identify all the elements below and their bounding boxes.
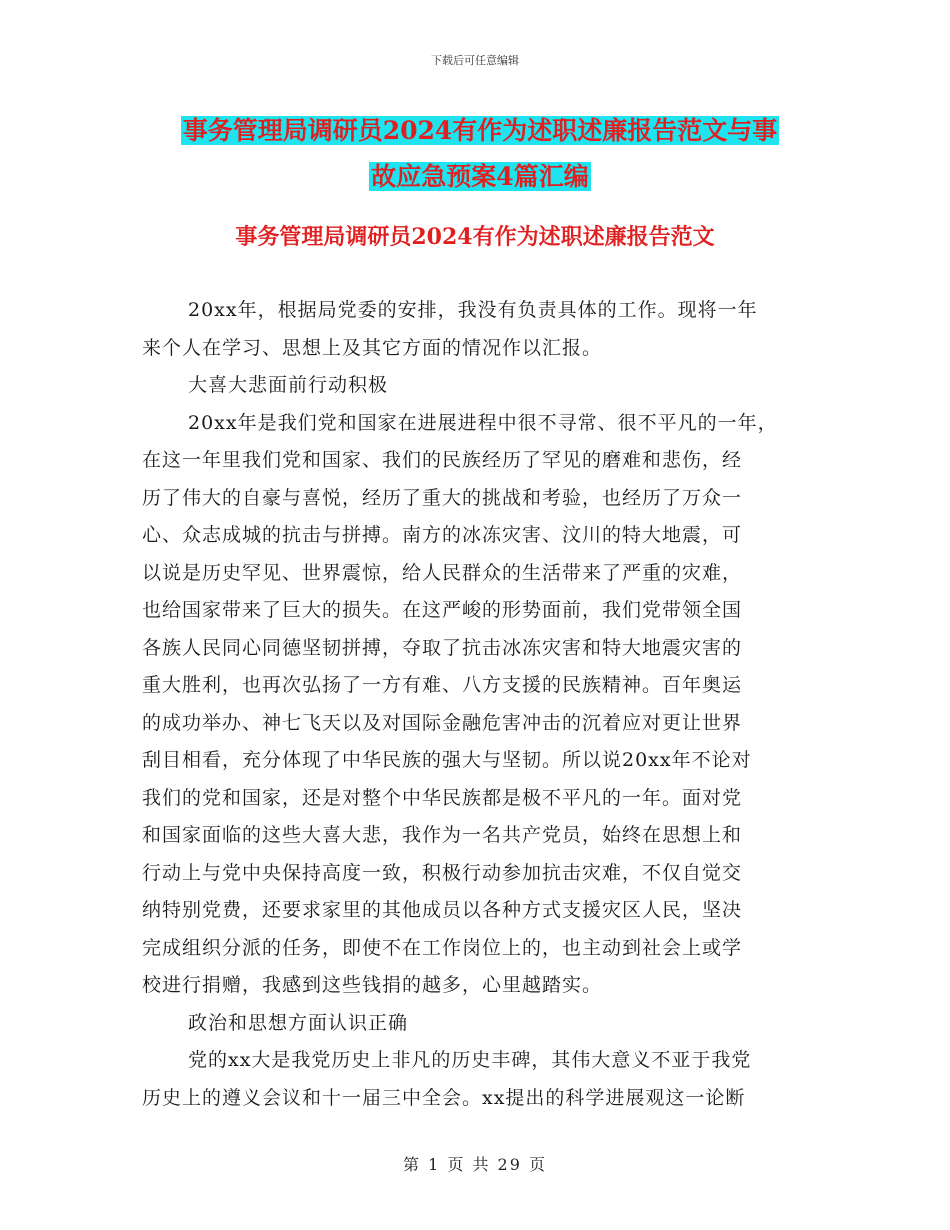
body-line: 历了伟大的自豪与喜悦，经历了重大的挑战和考验，也经历了万众一 [142, 486, 743, 509]
body-line: 刮目相看，充分体现了中华民族的强大与坚韧。所以说20xx年不论对 [142, 749, 752, 771]
total-page-count: 29 [497, 1155, 522, 1174]
document-title-line-2: 故应急预案4篇汇编 [371, 162, 589, 191]
body-line: 校进行捐赠，我感到这些钱捐的越多，心里越踏实。 [142, 974, 603, 996]
footer-prefix: 第 [402, 1155, 421, 1174]
document-title-line-1: 事务管理局调研员2024有作为述职述廉报告范文与事 [182, 116, 778, 145]
body-line: 纳特别党费，还要求家里的其他成员以各种方式支援灾区人民，坚决 [142, 899, 743, 921]
page-footer [0, 1152, 950, 1175]
header-note: 下载后可任意编辑 [431, 54, 519, 67]
body-line: 也给国家带来了巨大的损失。在这严峻的形势面前，我们党带领全国 [142, 599, 743, 621]
body-line: 重大胜利，也再次弘扬了一方有难、八方支援的民族精神。百年奥运 [142, 674, 743, 696]
body-line: 心、众志成城的抗击与拼搏。南方的冰冻灾害、汶川的特大地震，可 [142, 524, 743, 546]
body-line: 和国家面临的这些大喜大悲，我作为一名共产党员，始终在思想上和 [142, 824, 743, 846]
body-line: 20xx年是我们党和国家在进展进程中很不寻常、很不平凡的一年， [188, 411, 778, 434]
current-page-number: 1 [428, 1155, 441, 1174]
body-line: 政治和思想方面认识正确 [188, 1011, 409, 1034]
body-line: 来个人在学习、思想上及其它方面的情况作以汇报。 [142, 336, 603, 359]
body-line: 以说是历史罕见、世界震惊，给人民群众的生活带来了严重的灾难， [142, 561, 743, 584]
body-line: 的成功举办、神七飞天以及对国际金融危害冲击的沉着应对更让世界 [142, 711, 743, 734]
footer-suffix: 页 [529, 1155, 548, 1174]
document-title [150, 108, 810, 200]
footer-middle: 页 共 [447, 1155, 491, 1174]
body-line: 历史上的遵义会议和十一届三中全会。xx提出的科学进展观这一论断 [142, 1086, 746, 1109]
body-line: 在这一年里我们党和国家、我们的民族经历了罕见的磨难和悲伤，经 [142, 449, 743, 471]
body-line: 党的xx大是我党历史上非凡的历史丰碑，其伟大意义不亚于我党 [188, 1049, 752, 1071]
body-line: 行动上与党中央保持高度一致，积极行动参加抗击灾难，不仅自觉交 [142, 861, 743, 884]
body-line: 20xx年，根据局党委的安排，我没有负责具体的工作。现将一年 [188, 299, 758, 321]
section-title: 事务管理局调研员2024有作为述职述廉报告范文 [235, 224, 715, 250]
body-line: 各族人民同心同德坚韧拼搏，夺取了抗击冰冻灾害和特大地震灾害的 [142, 636, 743, 659]
body-line: 完成组织分派的任务，即使不在工作岗位上的，也主动到社会上或学 [142, 936, 743, 959]
body-text [142, 292, 808, 1117]
body-line: 大喜大悲面前行动积极 [188, 374, 389, 396]
body-line: 我们的党和国家，还是对整个中华民族都是极不平凡的一年。面对党 [142, 786, 743, 809]
